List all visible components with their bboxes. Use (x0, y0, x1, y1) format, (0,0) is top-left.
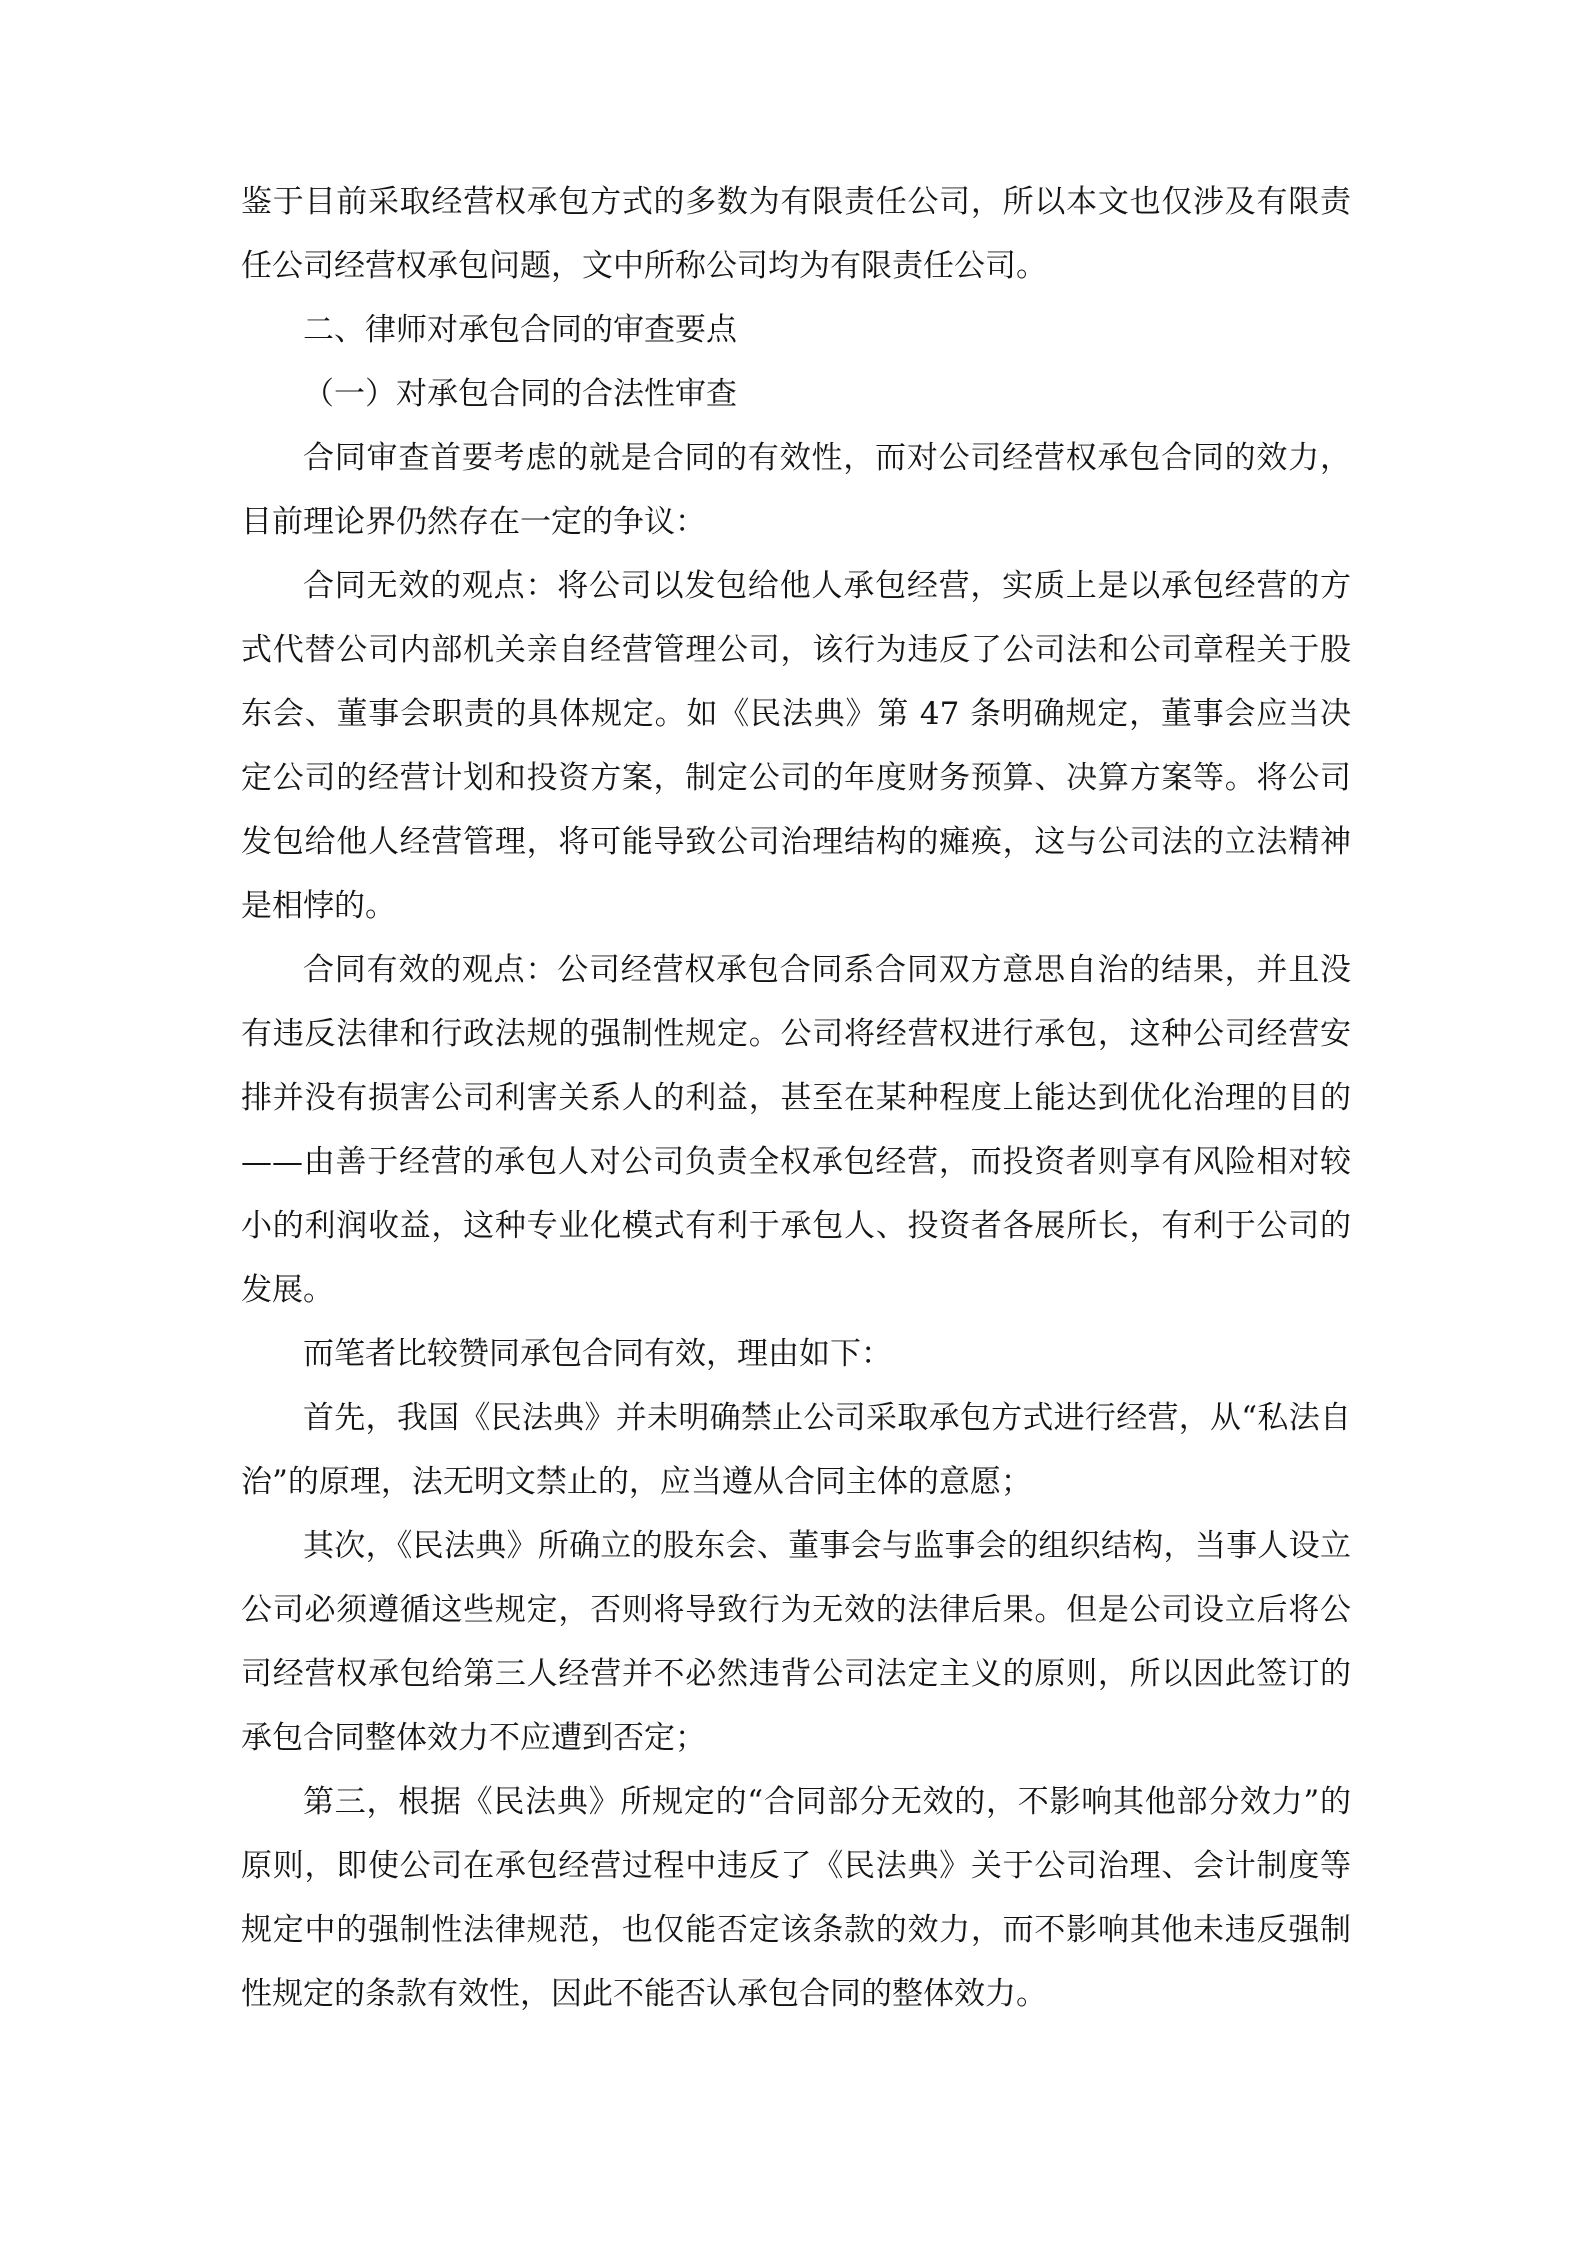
document-body (241, 170, 1351, 2026)
paragraph-reason-second: 其次，《民法典》所确立的股东会、董事会与监事会的组织结构，当事人设立公司必须遵循这些规定，否则将导致行为无效的法律后果。但是公司设立后将公司经营权承包给第三人经营并不必然违背公司法定主义的原则，所以因此签订的承包合同整体效力不应遭到否定； (241, 1528, 1351, 1756)
paragraph-invalid-view: 合同无效的观点：将公司以发包给他人承包经营，实质上是以承包经营的方式代替公司内部机关亲自经营管理公司，该行为违反了公司法和公司章程关于股东会、董事会职责的具体规定。如《民法典》第 47 条明确规定，董事会应当决定公司的经营计划和投资方案，制定公司的年度财务预算、决算方案等。将公司发包给他人经营管理，将可能导致公司治理结构的瘫痪，这与公司法的立法精神是相悖的。 (241, 568, 1351, 924)
paragraph-reason-third: 第三，根据《民法典》所规定的“合同部分无效的，不影响其他部分效力”的原则，即使公司在承包经营过程中违反了《民法典》关于公司治理、会计制度等规定中的强制性法律规范，也仅能否定该条款的效力，而不影响其他未违反强制性规定的条款有效性，因此不能否认承包合同的整体效力。 (241, 1784, 1351, 2012)
paragraph-author-position: 而笔者比较赞同承包合同有效，理由如下： (303, 1336, 892, 1372)
section-heading: 二、律师对承包合同的审查要点 (303, 312, 737, 348)
paragraph-validity-question: 合同审查首要考虑的就是合同的有效性，而对公司经营权承包合同的效力，目前理论界仍然存在一定的争议： (241, 440, 1351, 540)
subsection-heading: （一）对承包合同的合法性审查 (303, 376, 737, 412)
paragraph-valid-view: 合同有效的观点：公司经营权承包合同系合同双方意思自治的结果，并且没有违反法律和行政法规的强制性规定。公司将经营权进行承包，这种公司经营安排并没有损害公司利害关系人的利益，甚至在某种程度上能达到优化治理的目的——由善于经营的承包人对公司负责全权承包经营，而投资者则享有风险相对较小的利润收益，这种专业化模式有利于承包人、投资者各展所长，有利于公司的发展。 (241, 952, 1351, 1308)
paragraph-reason-first: 首先，我国《民法典》并未明确禁止公司采取承包方式进行经营，从“私法自治”的原理，法无明文禁止的，应当遵从合同主体的意愿； (241, 1400, 1351, 1500)
paragraph-intro-continuation: 鉴于目前采取经营权承包方式的多数为有限责任公司，所以本文也仅涉及有限责任公司经营权承包问题，文中所称公司均为有限责任公司。 (241, 184, 1351, 284)
